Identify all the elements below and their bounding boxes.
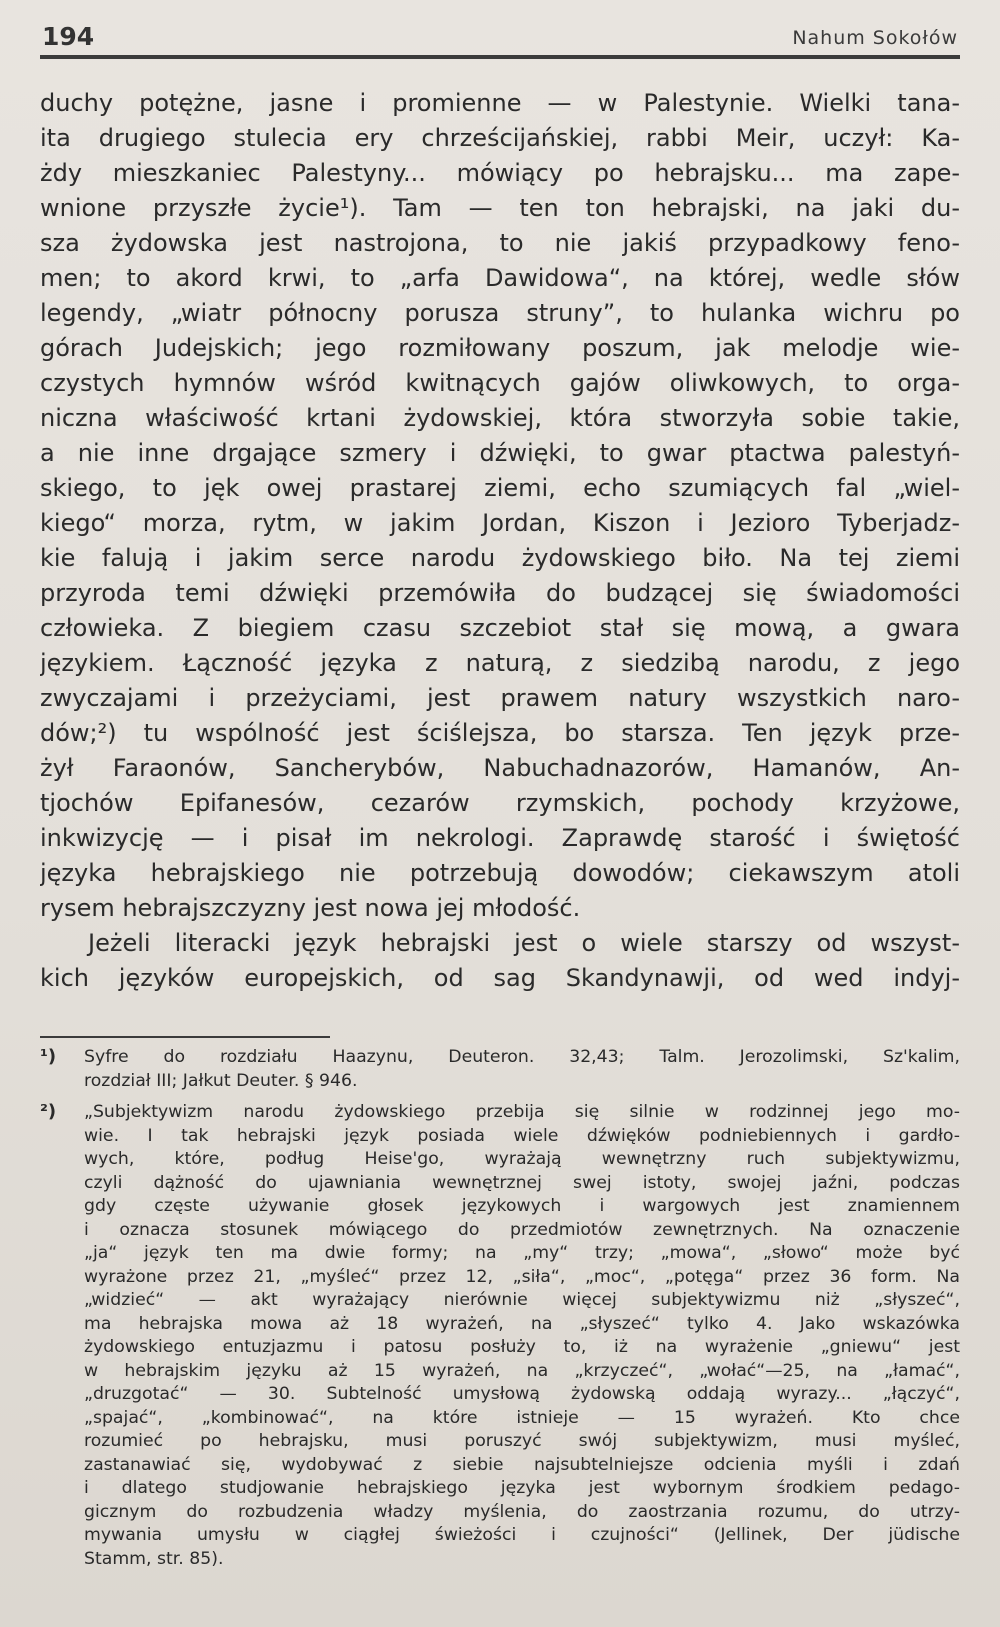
text-line: tjochów Epifanesów, cezarów rzymskich, pochody krzyżowe, <box>40 789 960 817</box>
footnote-marker: ¹) <box>40 1046 57 1067</box>
text-line: zwyczajami i przeżyciami, jest prawem natury wszystkich naro- <box>40 684 960 712</box>
footnote-line: „widzieć“ — akt wyrażający nierównie więcej subjektywizmu niż „słyszeć“, <box>84 1290 960 1310</box>
text-line: kie falują i jakim serce narodu żydowskiego biło. Na tej ziemi <box>40 544 960 572</box>
text-line: a nie inne drgające szmery i dźwięki, to gwar ptactwa palestyń- <box>40 439 960 467</box>
footnote-line: gicznym do rozbudzenia władzy myślenia, do zaostrzania rozumu, do utrzy- <box>84 1501 960 1522</box>
text-line: czystych hymnów wśród kwitnących gajów oliwkowych, to orga- <box>40 369 960 397</box>
footnote-marker: ²) <box>40 1101 57 1122</box>
footnotes <box>40 1046 960 1579</box>
text-line: górach Judejskich; jego rozmiłowany poszum, jak melodje wie- <box>40 334 960 362</box>
text-line: człowieka. Z biegiem czasu szczebiot stał się mową, a gwara <box>40 614 960 642</box>
footnote-line: „Subjektywizm narodu żydowskiego przebija się silnie w rodzinnej jego mo- <box>84 1102 960 1122</box>
footnote-1 <box>40 1046 960 1093</box>
footnote-line: zastanawiać się, wydobywać z siebie najsubtelniejsze odcienia myśli i zdań <box>84 1454 960 1475</box>
text-line: wnione przyszłe życie¹). Tam — ten ton hebrajski, na jaki du- <box>40 194 960 222</box>
footnote-line: czyli dążność do ujawniania wewnętrznej swej istoty, swojej jaźni, podczas <box>84 1172 960 1193</box>
text-line: Jeżeli literacki język hebrajski jest o wiele starszy od wszyst- <box>88 929 960 957</box>
footnote-line: mywania umysłu w ciągłej świeżości i czujności“ (Jellinek, Der jüdische <box>84 1525 960 1545</box>
footnote-line: gdy częste używanie głosek językowych i wargowych jest znamiennem <box>84 1196 960 1216</box>
header-rule <box>40 55 960 59</box>
footnote-line: wie. I tak hebrajski język posiada wiele dźwięków podniebiennych i gardło- <box>84 1125 960 1146</box>
footnote-line: „druzgotać“ — 30. Subtelność umysłową żydowską oddają wyrazy... „łączyć“, <box>84 1384 960 1404</box>
text-line: żdy mieszkaniec Palestyny... mówiący po hebrajsku... ma zape- <box>40 159 960 187</box>
footnote-line: wych, które, podług Heise'go, wyrażają wewnętrzny ruch subjektywizmu, <box>84 1149 960 1169</box>
footnote-separator <box>40 1036 330 1038</box>
page-number: 194 <box>42 22 95 51</box>
text-line: przyroda temi dźwięki przemówiła do budzącej się świadomości <box>40 579 960 607</box>
text-line: ita drugiego stulecia ery chrześcijańskiej, rabbi Meir, uczył: Ka- <box>40 124 960 152</box>
text-line: niczna właściwość krtani żydowskiej, która stworzyła sobie takie, <box>40 404 960 432</box>
footnote-line: żydowskiego entuzjazmu i patosu posłuży to, iż na wyrażenie „gniewu“ jest <box>84 1337 960 1357</box>
footnote-2 <box>40 1101 960 1571</box>
text-line: skiego, to jęk owej prastarej ziemi, echo szumiących fal „wiel- <box>40 474 960 502</box>
footnote-line: ma hebrajska mowa aż 18 wyrażeń, na „słyszeć“ tylko 4. Jako wskazówka <box>84 1313 960 1334</box>
footnote-line: rozumieć po hebrajsku, musi poruszyć swój subjektywizm, musi myśleć, <box>84 1431 960 1451</box>
footnote-line: „ja“ język ten ma dwie formy; na „my“ trzy; „mowa“, „słowo“ może być <box>84 1243 960 1263</box>
footnote-line: wyrażone przez 21, „myśleć“ przez 12, „siła“, „moc“, „potęga“ przez 36 form. Na <box>84 1266 960 1287</box>
text-line: inkwizycję — i pisał im nekrologi. Zaprawdę starość i świętość <box>40 824 960 852</box>
footnote-line: „spajać“, „kombinować“, na które istnieje — 15 wyrażeń. Kto chce <box>84 1407 960 1428</box>
text-line: kich języków europejskich, od sag Skandynawji, od wed indyj- <box>40 964 960 992</box>
footnote-line: rozdział III; Jałkut Deuter. § 946. <box>84 1070 358 1091</box>
text-line: kiego“ morza, rytm, w jakim Jordan, Kiszon i Jezioro Tyberjadz- <box>40 509 960 537</box>
text-line: dów;²) tu wspólność jest ściślejsza, bo starsza. Ten język prze- <box>40 719 960 747</box>
text-line: językiem. Łączność języka z naturą, z siedzibą narodu, z jego <box>40 649 960 677</box>
text-line: rysem hebrajszczyzny jest nowa jej młodość. <box>40 894 581 922</box>
text-line: men; to akord krwi, to „arfa Dawidowa“, na której, wedle słów <box>40 264 960 292</box>
footnote-line: i dlatego studjowanie hebrajskiego języka jest wybornym środkiem pedago- <box>84 1478 960 1498</box>
footnote-line: Syfre do rozdziału Haazynu, Deuteron. 32,43; Talm. Jerozolimski, Sz'kalim, <box>84 1047 960 1067</box>
text-line: języka hebrajskiego nie potrzebują dowodów; ciekawszym atoli <box>40 859 960 887</box>
page-header <box>40 18 960 58</box>
text-line: sza żydowska jest nastrojona, to nie jakiś przypadkowy feno- <box>40 229 960 257</box>
running-head: Nahum Sokołów <box>792 27 958 49</box>
text-line: legendy, „wiatr północny porusza struny”, to hulanka wichru po <box>40 299 960 327</box>
footnote-line: i oznacza stosunek mówiącego do przedmiotów zewnętrznych. Na oznaczenie <box>84 1219 960 1240</box>
text-line: żył Faraonów, Sancherybów, Nabuchadnazorów, Hamanów, An- <box>40 754 960 782</box>
footnote-line: w hebrajskim języku aż 15 wyrażeń, na „krzyczeć“, „wołać“—25, na „łamać“, <box>84 1360 960 1381</box>
footnote-line: Stamm, str. 85). <box>84 1548 224 1569</box>
main-text <box>40 86 960 996</box>
text-line: duchy potężne, jasne i promienne — w Palestynie. Wielki tana- <box>40 89 960 117</box>
